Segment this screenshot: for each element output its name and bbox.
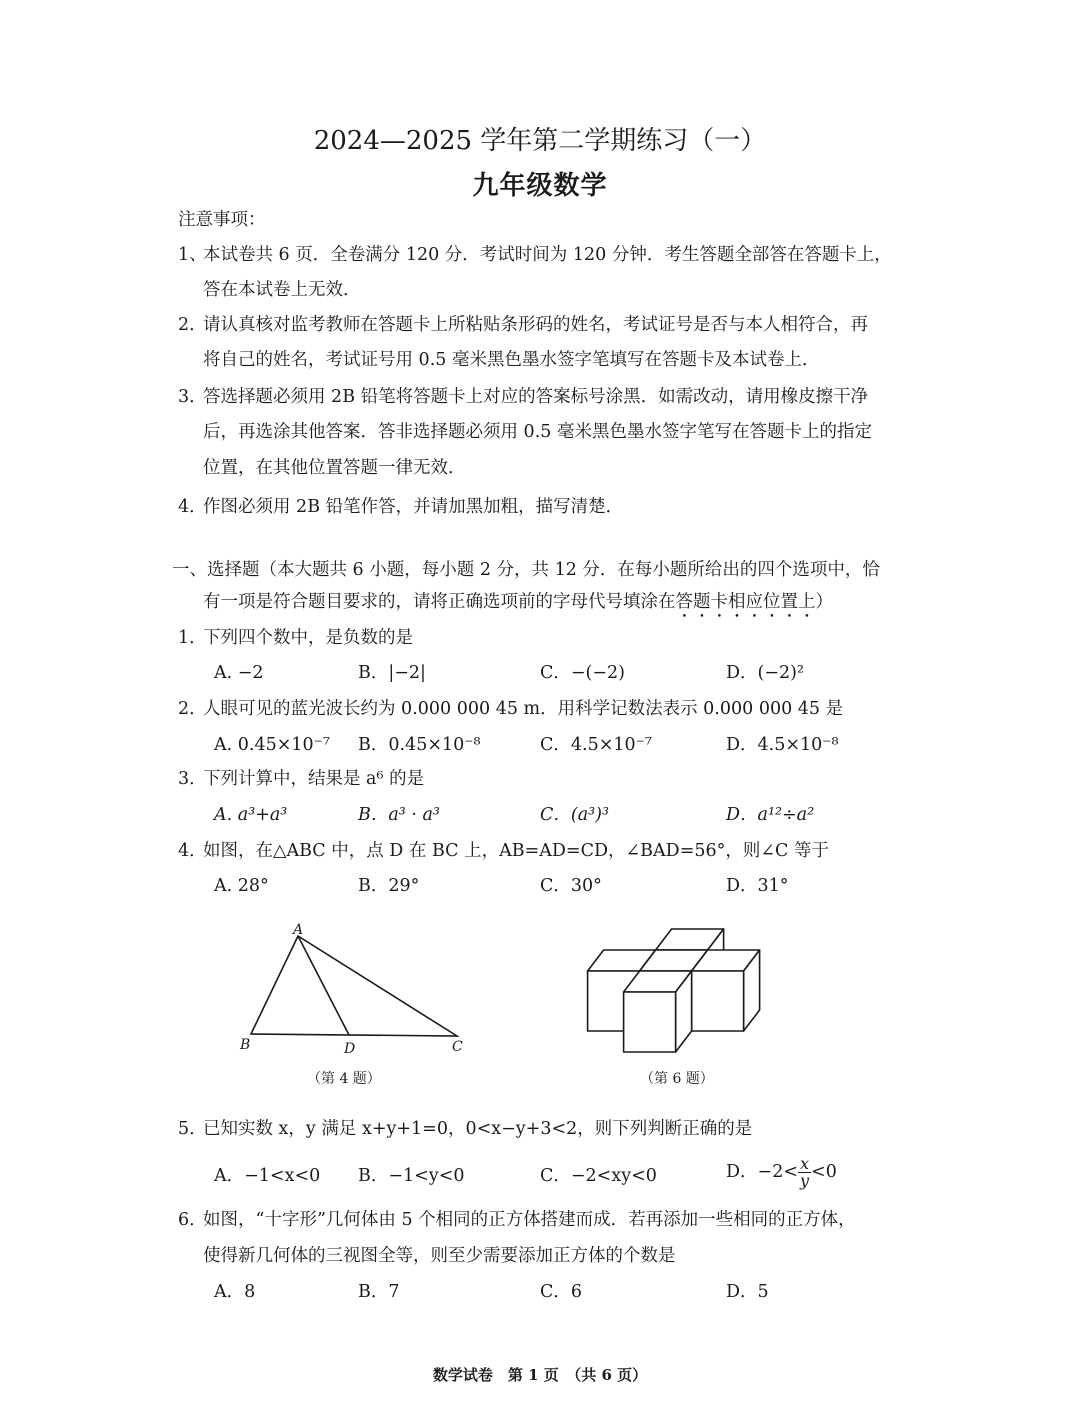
- exam-subtitle: 九年级数学: [472, 171, 608, 201]
- fraction-x-over-y: [798, 1156, 811, 1189]
- option-a: A. 0.45×10⁻⁷: [214, 735, 330, 755]
- question-number: 6．: [178, 1210, 207, 1230]
- option-c: C．6: [540, 1282, 583, 1302]
- question-text: 使得新几何体的三视图全等，则至少需要添加正方体的个数是: [203, 1246, 676, 1266]
- triangle-abc: [251, 936, 457, 1036]
- notes-heading: 注意事项：: [178, 210, 266, 230]
- question-text: 人眼可见的蓝光波长约为 0.000 000 45 m．用科学记数法表示 0.000 000 45 是: [203, 699, 844, 719]
- note-text: 后，再选涂其他答案．答非选择题必须用 0.5 毫米黑色墨水签字笔写在答题卡上的指定: [203, 422, 872, 442]
- figure-4-caption: （第 4 题）: [307, 1071, 381, 1087]
- segment-ad: [298, 936, 349, 1035]
- note-text: 位置，在其他位置答题一律无效．: [203, 458, 466, 478]
- question-text: 如图，“十字形”几何体由 5 个相同的正方体搭建而成．若再添加一些相同的正方体，: [203, 1210, 856, 1230]
- note-number: 3．: [178, 387, 207, 407]
- figure-6-cross-cubes: [588, 929, 760, 1052]
- note-number: 1、: [178, 245, 207, 265]
- figure-6-caption: （第 6 题）: [640, 1071, 714, 1087]
- section-heading: 一、选择题（本大题共 6 小题，每小题 2 分，共 12 分．在每小题所给出的四个选项中，恰: [172, 560, 880, 580]
- option-b: B．7: [358, 1282, 400, 1302]
- option-d: D．31°: [726, 876, 789, 896]
- option-d: D．4.5×10⁻⁸: [726, 735, 839, 755]
- note-text: 请认真核对监考教师在答题卡上所粘贴条形码的姓名，考试证号是否与本人相符合，再: [203, 315, 868, 335]
- question-text: 已知实数 x，y 满足 x+y+1=0，0<x−y+3<2，则下列判断正确的是: [203, 1119, 753, 1139]
- option-d-prefix: D．−2<: [726, 1162, 798, 1182]
- option-a: A. 28°: [214, 876, 269, 896]
- option-b: B．29°: [358, 876, 420, 896]
- instruction-text: ）: [815, 592, 833, 612]
- label-a: A: [293, 922, 304, 938]
- exam-title: 2024—2025 学年第二学期练习（一）: [313, 126, 767, 156]
- option-c: C．4.5×10⁻⁷: [540, 735, 652, 755]
- question-text: 下列四个数中，是负数的是: [203, 628, 413, 648]
- question-text: 下列计算中，结果是 a⁶ 的是: [203, 769, 425, 789]
- note-text: 答在本试卷上无效．: [203, 280, 361, 300]
- question-number: 4．: [178, 841, 207, 861]
- page-footer: 数学试卷 第 1 页 （共 6 页）: [432, 1366, 648, 1384]
- note-text: 将自己的姓名，考试证号用 0.5 毫米黑色墨水签字笔填写在答题卡及本试卷上．: [203, 350, 820, 370]
- option-d: D．(−2)²: [726, 663, 804, 683]
- label-d: D: [344, 1041, 356, 1057]
- option-b: B．|−2|: [358, 663, 426, 683]
- option-a: A. a³+a³: [214, 805, 288, 825]
- cube-front-face: [624, 992, 676, 1052]
- option-a: A．8: [214, 1282, 256, 1302]
- option-b: B．0.45×10⁻⁸: [358, 735, 481, 755]
- option-d-suffix: <0: [811, 1162, 837, 1182]
- option-c: C．−(−2): [540, 663, 626, 683]
- option-a: A．−1<x<0: [214, 1166, 321, 1186]
- option-c: C．30°: [540, 876, 602, 896]
- note-text: 作图必须用 2B 铅笔作答，并请加黑加粗，描写清楚．: [203, 497, 624, 517]
- option-c: C．−2<xy<0: [540, 1166, 657, 1186]
- option-d: [726, 1156, 837, 1189]
- note-text: 本试卷共 6 页．全卷满分 120 分．考试时间为 120 分钟．考生答题全部答在答题卡上，: [203, 245, 892, 265]
- numerator: x: [800, 1154, 810, 1173]
- question-text: 如图，在△ABC 中，点 D 在 BC 上，AB=AD=CD，∠BAD=56°，则∠C 等于: [203, 841, 829, 861]
- note-number: 4．: [178, 497, 207, 517]
- question-number: 5．: [178, 1119, 207, 1139]
- label-c: C: [452, 1039, 463, 1055]
- option-a: A. −2: [214, 663, 264, 683]
- instruction-text: 有一项是符合题目要求的，请将正确选项前的字母代号填涂在: [203, 592, 676, 612]
- cube-front-face: [692, 971, 744, 1031]
- emphasized-text: 答题卡相应位置上: [675, 592, 816, 612]
- note-text: 答选择题必须用 2B 铅笔将答题卡上对应的答案标号涂黑．如需改动，请用橡皮擦干净: [203, 387, 869, 407]
- option-d: D．5: [726, 1282, 769, 1302]
- option-b: B．a³ · a³: [358, 805, 440, 825]
- option-b: B．−1<y<0: [358, 1166, 465, 1186]
- option-c: C．(a³)³: [540, 805, 610, 825]
- denominator: y: [799, 1171, 810, 1190]
- option-d: D．a¹²÷a²: [726, 805, 815, 825]
- figure-4-triangle: [251, 936, 457, 1036]
- question-number: 3．: [178, 769, 207, 789]
- label-b: B: [240, 1037, 251, 1053]
- question-number: 2．: [178, 699, 207, 719]
- question-number: 1．: [178, 628, 207, 648]
- note-number: 2．: [178, 315, 207, 335]
